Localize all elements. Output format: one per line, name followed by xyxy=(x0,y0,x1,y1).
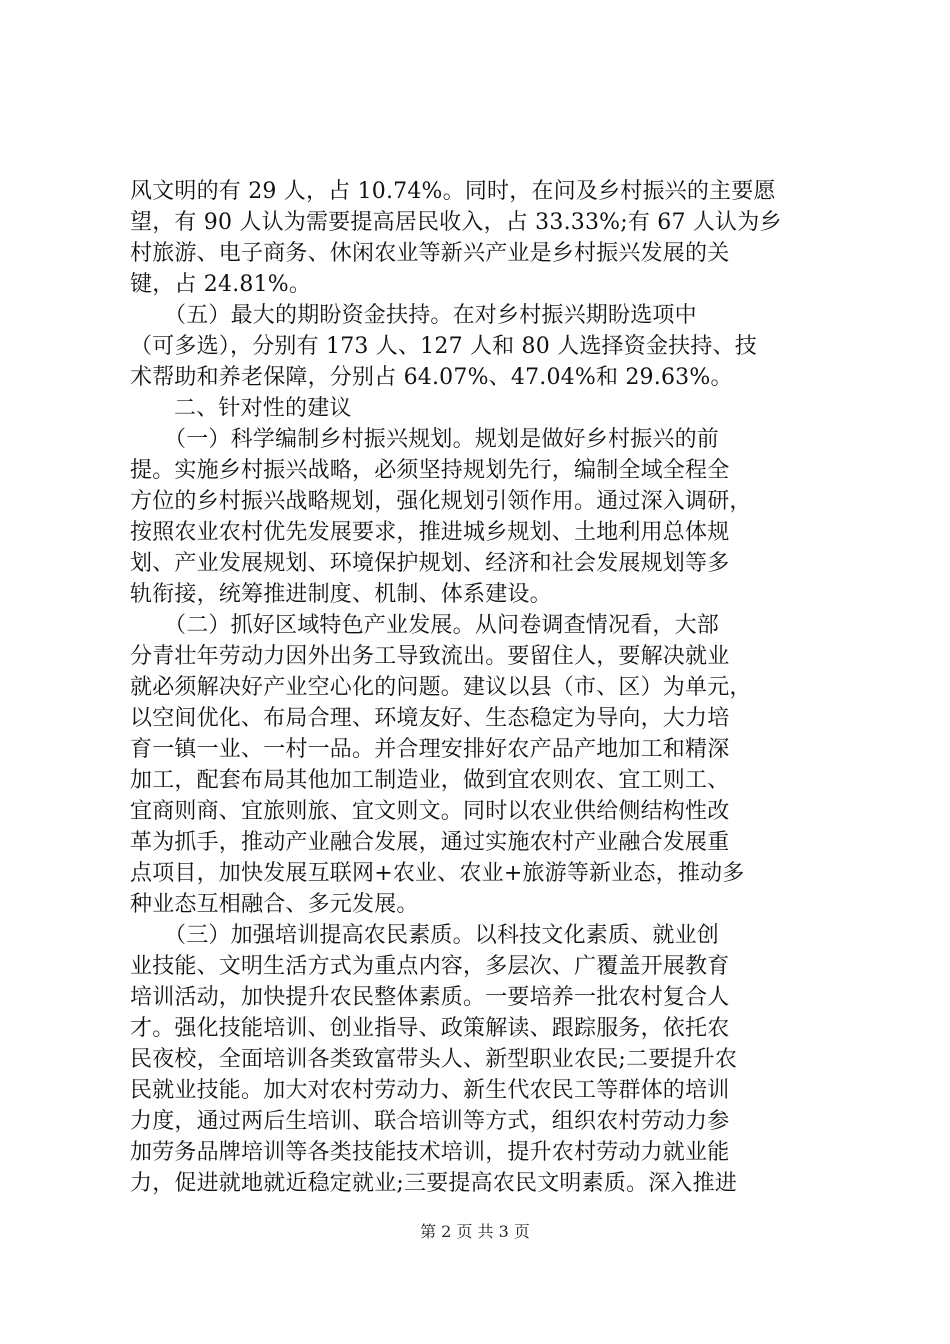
page-footer xyxy=(0,1222,950,1242)
text-line: 风文明的有 29 人，占 10.74%。同时，在问及乡村振兴的主要愿 xyxy=(130,179,776,204)
text-line: 分青壮年劳动力因外出务工导致流出。要留住人，要解决就业 xyxy=(130,644,730,669)
text-line: 键，占 24.81%。 xyxy=(130,272,312,297)
text-line: 民夜校，全面培训各类致富带头人、新型职业农民;二要提升农 xyxy=(130,1047,738,1072)
text-line: 点项目，加快发展互联网+农业、农业+旅游等新业态，推动多 xyxy=(130,861,745,886)
text-line: 培训活动，加快提升农民整体素质。一要培养一批农村复合人 xyxy=(130,985,730,1010)
text-line: 方位的乡村振兴战略规划，强化规划引领作用。通过深入调研， xyxy=(130,489,752,514)
body-text xyxy=(130,176,836,1199)
text-line: 民就业技能。加大对农村劳动力、新生代农民工等群体的培训 xyxy=(130,1078,730,1103)
text-line: 加工，配套布局其他加工制造业，做到宜农则农、宜工则工、 xyxy=(130,768,730,793)
text-line: 育一镇一业、一村一品。并合理安排好农产品产地加工和精深 xyxy=(130,737,730,762)
text-line: 轨衔接，统筹推进制度、机制、体系建设。 xyxy=(130,582,552,607)
text-line: 术帮助和养老保障，分别占 64.07%、47.04%和 29.63%。 xyxy=(130,365,733,390)
paragraph-heading-five: （五）最大的期盼资金扶持。在对乡村振兴期盼选项中 xyxy=(164,303,697,328)
text-line: 村旅游、电子商务、休闲农业等新兴产业是乡村振兴发展的关 xyxy=(130,241,730,266)
text-line: 加劳务品牌培训等各类技能技术培训，提升农村劳动力就业能 xyxy=(130,1140,730,1165)
text-line: 按照农业农村优先发展要求，推进城乡规划、土地利用总体规 xyxy=(130,520,730,545)
text-line: 提。实施乡村振兴战略，必须坚持规划先行，编制全域全程全 xyxy=(130,458,730,483)
paragraph-heading-two: （二）抓好区域特色产业发展。从问卷调查情况看，大部 xyxy=(164,613,720,638)
text-line: 划、产业发展规划、环境保护规划、经济和社会发展规划等多 xyxy=(130,551,730,576)
text-line: 种业态互相融合、多元发展。 xyxy=(130,892,419,917)
text-line: 力度，通过两后生培训、联合培训等方式，组织农村劳动力参 xyxy=(130,1109,730,1134)
text-line: 力，促进就地就近稳定就业;三要提高农民文明素质。深入推进 xyxy=(130,1171,738,1196)
text-line: 望，有 90 人认为需要提高居民收入，占 33.33%;有 67 人认为乡 xyxy=(130,210,782,235)
paragraph-heading-one: （一）科学编制乡村振兴规划。规划是做好乡村振兴的前 xyxy=(164,427,720,452)
paragraph-heading-three: （三）加强培训提高农民素质。以科技文化素质、就业创 xyxy=(164,923,720,948)
text-line: 才。强化技能培训、创业指导、政策解读、跟踪服务，依托农 xyxy=(130,1016,730,1041)
text-line: 宜商则商、宜旅则旅、宜文则文。同时以农业供给侧结构性改 xyxy=(130,799,730,824)
text-line: 以空间优化、布局合理、环境友好、生态稳定为导向，大力培 xyxy=(130,706,730,731)
text-line: 业技能、文明生活方式为重点内容，多层次、广覆盖开展教育 xyxy=(130,954,730,979)
page-number: 第 2 页 共 3 页 xyxy=(420,1222,530,1241)
text-line: 就必须解决好产业空心化的问题。建议以县（市、区）为单元， xyxy=(130,675,752,700)
text-line: （可多选），分别有 173 人、127 人和 80 人选择资金扶持、技 xyxy=(130,334,757,359)
text-line: 革为抓手，推动产业融合发展，通过实施农村产业融合发展重 xyxy=(130,830,730,855)
section-heading: 二、针对性的建议 xyxy=(174,396,352,421)
